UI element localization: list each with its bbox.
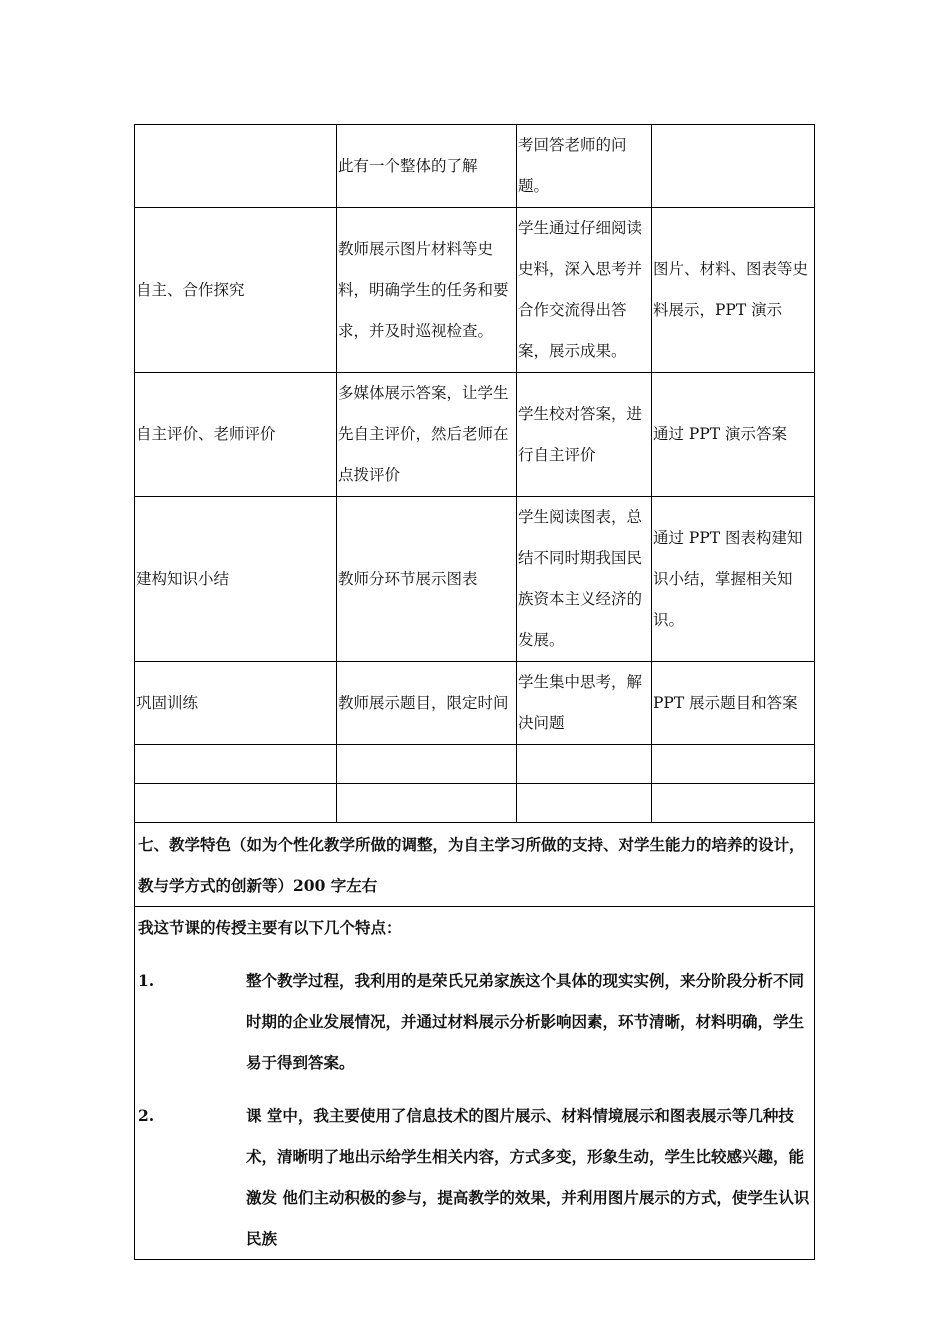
teacher-activity-cell: 多媒体展示答案，让学生先自主评价，然后老师在点拨评价 xyxy=(337,373,517,497)
section-7-heading: 七、教学特色（如为个性化教学所做的调整，为自主学习所做的支持、对学生能力的培养的设计，教与学方式的创新等）200 字左右 xyxy=(138,834,805,895)
feature-point-number: 1. xyxy=(138,971,155,990)
features-intro: 我这节课的传授主要有以下几个特点： xyxy=(138,918,402,937)
table-row xyxy=(135,373,815,497)
feature-point-number: 2. xyxy=(138,1106,155,1125)
method-cell: PPT 展示题目和答案 xyxy=(652,662,815,745)
feature-point-text: 整个教学过程，我利用的是荣氏兄弟家族这个具体的现实实例，来分阶段分析不同时期的企业发展情况，并通过材料展示分析影响因素，环节清晰，材料明确，学生易于得到答案。 xyxy=(246,971,805,1072)
stage-cell: 自主、合作探究 xyxy=(135,208,337,373)
stage-cell: 自主评价、老师评价 xyxy=(135,373,337,497)
table-row xyxy=(135,662,815,745)
student-activity-cell: 学生阅读图表，总结不同时期我国民族资本主义经济的发展。 xyxy=(517,497,652,662)
stage-cell xyxy=(135,125,337,208)
empty-cell xyxy=(652,784,815,823)
method-cell: 图片、材料、图表等史料展示，PPT 演示 xyxy=(652,208,815,373)
student-activity-cell: 考回答老师的问题。 xyxy=(517,125,652,208)
student-activity-cell: 学生校对答案，进行自主评价 xyxy=(517,373,652,497)
table-row xyxy=(135,497,815,662)
empty-cell xyxy=(652,745,815,784)
method-cell: 通过 PPT 图表构建知识小结，掌握相关知识。 xyxy=(652,497,815,662)
section-body-row xyxy=(135,907,815,1260)
empty-cell xyxy=(517,745,652,784)
teacher-activity-cell: 此有一个整体的了解 xyxy=(337,125,517,208)
stage-cell: 巩固训练 xyxy=(135,662,337,745)
student-activity-cell: 学生集中思考，解决问题 xyxy=(517,662,652,745)
features-body xyxy=(136,907,813,1259)
method-cell: 通过 PPT 演示答案 xyxy=(652,373,815,497)
table-row xyxy=(135,208,815,373)
feature-point xyxy=(138,960,811,1083)
lesson-plan-table xyxy=(134,124,815,1260)
empty-cell xyxy=(135,784,337,823)
feature-point-text: 课 堂中，我主要使用了信息技术的图片展示、材料情境展示和图表展示等几种技术，清晰明了地出示给学生相关内容，方式多变，形象生动，学生比较感兴趣，能激发 他们主动积极的参与，提高教学的效果，并利用图片展示的方式，使学生认识民族 xyxy=(246,1106,810,1248)
section-heading-row xyxy=(135,823,815,907)
empty-cell xyxy=(337,784,517,823)
student-activity-cell: 学生通过仔细阅读史料，深入思考并合作交流得出答案，展示成果。 xyxy=(517,208,652,373)
stage-cell: 建构知识小结 xyxy=(135,497,337,662)
empty-row xyxy=(135,745,815,784)
empty-row xyxy=(135,784,815,823)
feature-point xyxy=(138,1095,811,1259)
teacher-activity-cell: 教师分环节展示图表 xyxy=(337,497,517,662)
empty-cell xyxy=(517,784,652,823)
empty-cell xyxy=(337,745,517,784)
teacher-activity-cell: 教师展示图片材料等史料，明确学生的任务和要求，并及时巡视检查。 xyxy=(337,208,517,373)
section-7-heading-cell xyxy=(135,823,815,907)
empty-cell xyxy=(135,745,337,784)
section-7-body-cell xyxy=(135,907,815,1260)
method-cell xyxy=(652,125,815,208)
teacher-activity-cell: 教师展示题目，限定时间 xyxy=(337,662,517,745)
table-row xyxy=(135,125,815,208)
